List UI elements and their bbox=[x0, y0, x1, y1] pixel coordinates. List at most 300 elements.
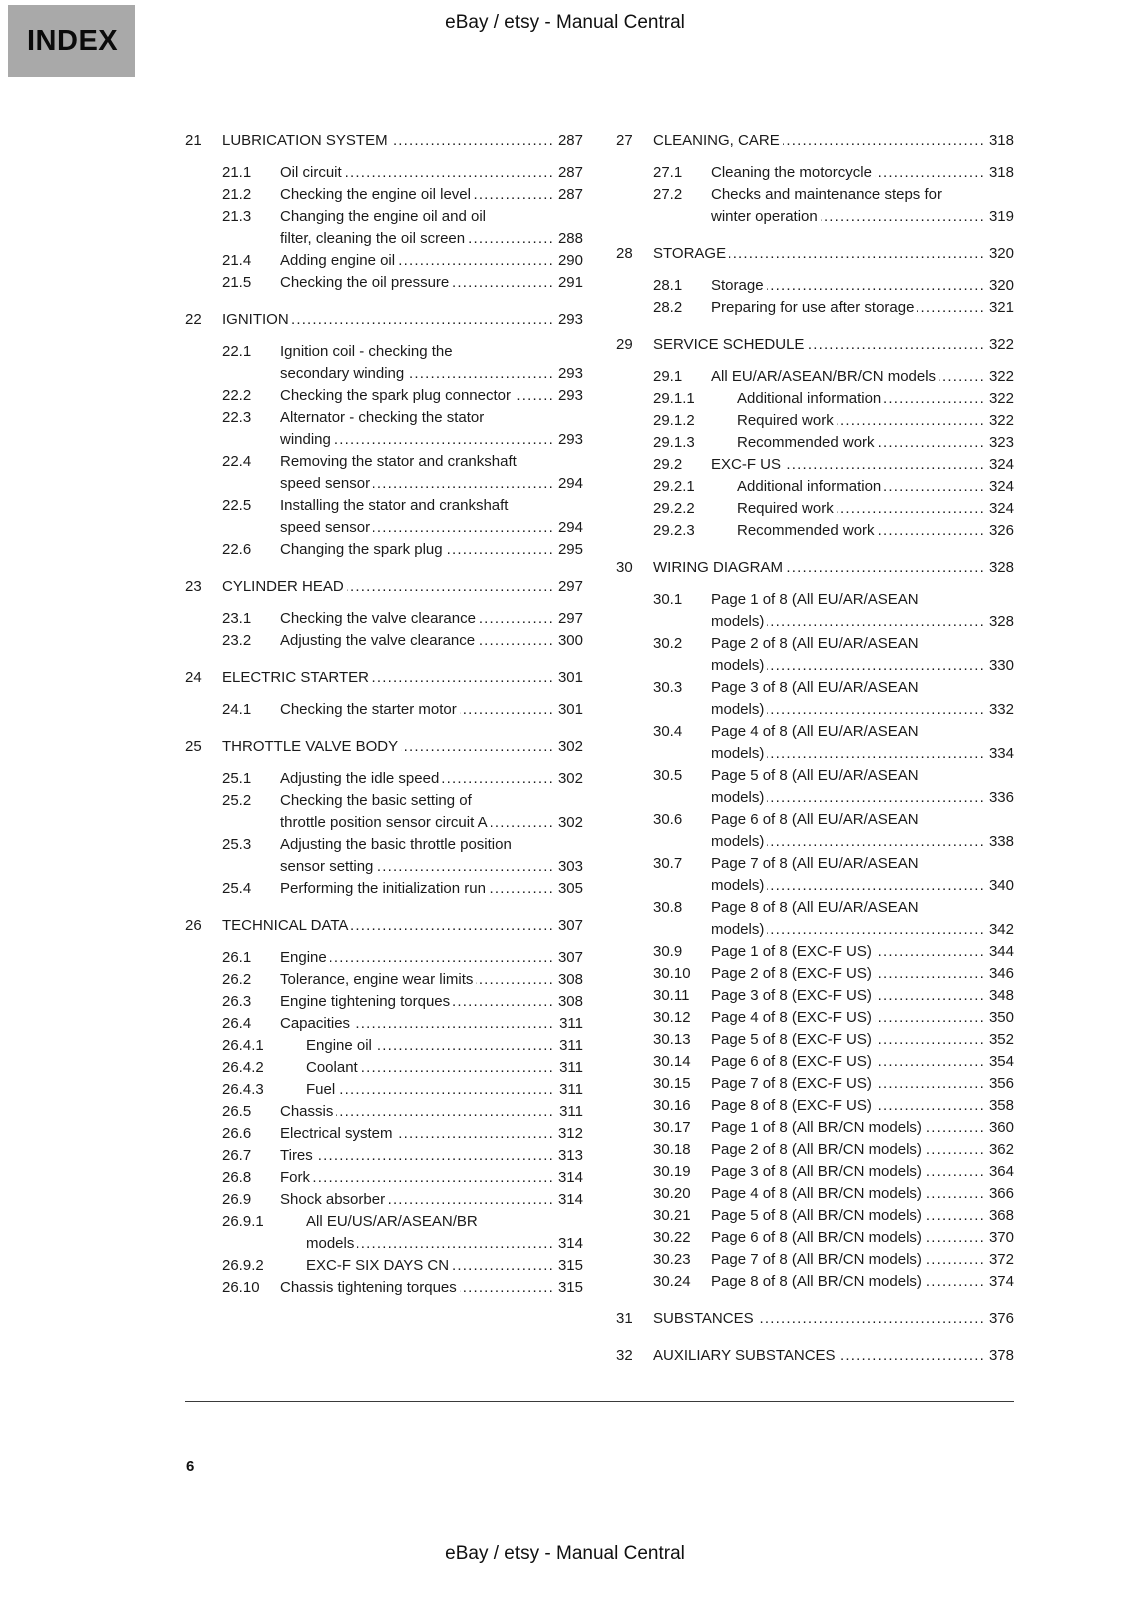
entry-title: LUBRICATION SYSTEM bbox=[222, 132, 391, 149]
toc-entry-row bbox=[653, 1029, 1014, 1051]
entry-number: 26.7 bbox=[222, 1147, 252, 1164]
toc-entries bbox=[222, 699, 583, 721]
watermark-bottom: eBay / etsy - Manual Central bbox=[445, 1543, 685, 1564]
entry-title-leader bbox=[711, 162, 985, 184]
entry-title-leader bbox=[280, 1123, 554, 1145]
toc-entry-row bbox=[653, 476, 1014, 498]
entry-number: 26.9.1 bbox=[222, 1213, 264, 1230]
entry-page-number: 326 bbox=[988, 522, 1014, 539]
entry-page-number: 370 bbox=[988, 1229, 1014, 1246]
entry-number: 21 bbox=[185, 132, 202, 149]
entry-number: 30.9 bbox=[653, 943, 683, 960]
toc-section bbox=[185, 576, 583, 652]
entry-page-number: 344 bbox=[988, 943, 1014, 960]
entry-title: Page 4 of 8 (All EU/AR/ASEAN models) bbox=[711, 723, 919, 762]
entry-page-number: 315 bbox=[557, 1279, 583, 1296]
entry-page-number: 303 bbox=[557, 858, 583, 875]
entry-title-leader bbox=[737, 432, 985, 454]
toc-entry-row bbox=[222, 699, 583, 721]
entry-number: 22.2 bbox=[222, 387, 252, 404]
entry-title: SERVICE SCHEDULE bbox=[653, 336, 807, 353]
entry-page-number: 315 bbox=[557, 1257, 583, 1274]
entry-number: 22.4 bbox=[222, 453, 252, 470]
entry-title-leader bbox=[280, 969, 554, 991]
toc-entry-row bbox=[222, 630, 583, 652]
toc-section bbox=[185, 309, 583, 561]
entry-number: 21.2 bbox=[222, 186, 252, 203]
toc-section bbox=[185, 667, 583, 721]
entry-number: 28 bbox=[616, 245, 633, 262]
entry-page-number: 293 bbox=[557, 365, 583, 382]
toc-entry-row bbox=[222, 1255, 583, 1277]
entry-page-number: 311 bbox=[559, 1015, 583, 1032]
toc-entry-row bbox=[222, 206, 583, 250]
entry-title-leader bbox=[280, 878, 554, 900]
toc-section bbox=[616, 557, 1014, 1293]
toc-chapter-row bbox=[185, 667, 583, 689]
entry-page-number: 300 bbox=[557, 632, 583, 649]
entry-page-number: 295 bbox=[557, 541, 583, 558]
entry-title-leader bbox=[280, 1189, 554, 1211]
entry-number: 25.3 bbox=[222, 836, 252, 853]
toc-entry-row bbox=[653, 162, 1014, 184]
entry-page-number: 302 bbox=[557, 738, 583, 755]
footer-divider bbox=[185, 1401, 1014, 1402]
toc-entry-row bbox=[653, 297, 1014, 319]
entry-page-number: 308 bbox=[557, 993, 583, 1010]
entry-number: 30.14 bbox=[653, 1053, 691, 1070]
entry-page-number: 322 bbox=[988, 412, 1014, 429]
entry-title-leader bbox=[653, 1345, 985, 1367]
entry-page-number: 378 bbox=[988, 1347, 1014, 1364]
toc-section bbox=[185, 915, 583, 1299]
entry-title: Alternator - checking the stator winding bbox=[280, 409, 485, 448]
entry-title: Required work bbox=[737, 500, 837, 517]
entry-title: Ignition coil - checking the secondary winding bbox=[280, 343, 453, 382]
entry-number: 30.8 bbox=[653, 899, 683, 916]
toc-entry-row bbox=[653, 432, 1014, 454]
entry-title: Engine bbox=[280, 949, 330, 966]
entry-title-leader bbox=[280, 699, 554, 721]
entry-page-number: 346 bbox=[988, 965, 1014, 982]
entry-title: Page 7 of 8 (EXC-F US) bbox=[711, 1075, 875, 1092]
entry-title-leader bbox=[737, 476, 985, 498]
entry-page-number: 322 bbox=[988, 336, 1014, 353]
toc-entries bbox=[222, 341, 583, 561]
entry-title-leader bbox=[222, 576, 554, 598]
toc-chapter-row bbox=[185, 130, 583, 152]
entry-page-number: 305 bbox=[557, 880, 583, 897]
entry-number: 25.1 bbox=[222, 770, 252, 787]
toc-chapter-row bbox=[616, 334, 1014, 356]
entry-title-leader bbox=[280, 790, 554, 834]
entry-title-leader bbox=[711, 1007, 985, 1029]
toc-entry-row bbox=[653, 721, 1014, 765]
toc-entry-row bbox=[222, 250, 583, 272]
entry-title-leader bbox=[711, 897, 985, 941]
toc-section bbox=[616, 1345, 1014, 1367]
toc-entry-row bbox=[653, 1095, 1014, 1117]
entry-title: Engine oil bbox=[306, 1037, 375, 1054]
entry-page-number: 301 bbox=[557, 669, 583, 686]
entry-title: Oil circuit bbox=[280, 164, 345, 181]
entry-title: WIRING DIAGRAM bbox=[653, 559, 786, 576]
entry-title-leader bbox=[280, 272, 554, 294]
entry-title-leader bbox=[711, 1073, 985, 1095]
entry-page-number: 314 bbox=[557, 1191, 583, 1208]
entry-page-number: 311 bbox=[559, 1081, 583, 1098]
entry-title-leader bbox=[280, 947, 554, 969]
entry-number: 21.3 bbox=[222, 208, 252, 225]
entry-page-number: 307 bbox=[557, 917, 583, 934]
toc-chapter-row bbox=[616, 130, 1014, 152]
entry-page-number: 376 bbox=[988, 1310, 1014, 1327]
entry-title: STORAGE bbox=[653, 245, 729, 262]
entry-title: Checking the basic setting of throttle position sensor circuit A bbox=[280, 792, 491, 831]
entry-title-leader bbox=[280, 608, 554, 630]
entry-title: Shock absorber bbox=[280, 1191, 388, 1208]
entry-page-number: 338 bbox=[988, 833, 1014, 850]
entry-title: Page 7 of 8 (All EU/AR/ASEAN models) bbox=[711, 855, 919, 894]
toc-section bbox=[185, 736, 583, 900]
toc-entry-row bbox=[653, 897, 1014, 941]
entry-number: 30.20 bbox=[653, 1185, 691, 1202]
entry-number: 30.12 bbox=[653, 1009, 691, 1026]
toc-entry-row bbox=[653, 498, 1014, 520]
entry-page-number: 312 bbox=[557, 1125, 583, 1142]
entry-title: Page 8 of 8 (All BR/CN models) bbox=[711, 1273, 925, 1290]
toc-entry-row bbox=[222, 272, 583, 294]
index-title: INDEX bbox=[27, 24, 119, 57]
entry-page-number: 290 bbox=[557, 252, 583, 269]
toc-entry-row bbox=[222, 385, 583, 407]
entry-title: Preparing for use after storage bbox=[711, 299, 917, 316]
entry-title: Page 3 of 8 (EXC-F US) bbox=[711, 987, 875, 1004]
entry-title: Adjusting the valve clearance bbox=[280, 632, 478, 649]
entry-title-leader bbox=[280, 1101, 554, 1123]
entry-title-leader bbox=[711, 941, 985, 963]
entry-title: Page 8 of 8 (EXC-F US) bbox=[711, 1097, 875, 1114]
toc-entry-row bbox=[222, 1145, 583, 1167]
entry-page-number: 356 bbox=[988, 1075, 1014, 1092]
entry-title-leader bbox=[222, 915, 554, 937]
toc-entry-row bbox=[653, 765, 1014, 809]
entry-number: 29.2 bbox=[653, 456, 683, 473]
entry-title-leader bbox=[711, 1205, 985, 1227]
entry-number: 22.1 bbox=[222, 343, 252, 360]
entry-page-number: 319 bbox=[988, 208, 1014, 225]
entry-page-number: 336 bbox=[988, 789, 1014, 806]
entry-number: 29.1 bbox=[653, 368, 683, 385]
entry-number: 30.21 bbox=[653, 1207, 691, 1224]
entry-title-leader bbox=[280, 1145, 554, 1167]
entry-number: 22.5 bbox=[222, 497, 252, 514]
entry-title-leader bbox=[711, 1161, 985, 1183]
entry-page-number: 288 bbox=[557, 230, 583, 247]
entry-page-number: 314 bbox=[557, 1235, 583, 1252]
toc-section bbox=[616, 334, 1014, 542]
toc-chapter-row bbox=[616, 557, 1014, 579]
entry-title-leader bbox=[306, 1035, 554, 1057]
entry-page-number: 287 bbox=[557, 164, 583, 181]
entry-page-number: 364 bbox=[988, 1163, 1014, 1180]
entry-title-leader bbox=[711, 275, 985, 297]
entry-title-leader bbox=[711, 1227, 985, 1249]
entry-title: Adding engine oil bbox=[280, 252, 398, 269]
entry-number: 30.2 bbox=[653, 635, 683, 652]
entry-number: 26.6 bbox=[222, 1125, 252, 1142]
toc-entry-row bbox=[222, 969, 583, 991]
entry-page-number: 293 bbox=[557, 431, 583, 448]
entry-number: 30.15 bbox=[653, 1075, 691, 1092]
entry-title-leader bbox=[711, 677, 985, 721]
entry-title: Page 3 of 8 (All BR/CN models) bbox=[711, 1163, 925, 1180]
entry-number: 30.24 bbox=[653, 1273, 691, 1290]
toc-entries bbox=[222, 947, 583, 1299]
entry-title-leader bbox=[711, 184, 985, 228]
toc-entry-row bbox=[653, 454, 1014, 476]
entry-title-leader bbox=[711, 589, 985, 633]
entry-page-number: 320 bbox=[988, 277, 1014, 294]
toc-entry-row bbox=[222, 1079, 583, 1101]
entry-title-leader bbox=[280, 206, 554, 250]
toc-entry-row bbox=[222, 184, 583, 206]
toc-entry-row bbox=[653, 963, 1014, 985]
entry-title-leader bbox=[711, 963, 985, 985]
table-of-contents bbox=[185, 130, 1015, 1382]
toc-entry-row bbox=[653, 1007, 1014, 1029]
entry-page-number: 302 bbox=[557, 770, 583, 787]
entry-title: THROTTLE VALVE BODY bbox=[222, 738, 401, 755]
entry-page-number: 348 bbox=[988, 987, 1014, 1004]
entry-number: 21.4 bbox=[222, 252, 252, 269]
toc-entry-row bbox=[653, 388, 1014, 410]
entry-title-leader bbox=[711, 1249, 985, 1271]
entry-number: 29.1.1 bbox=[653, 390, 695, 407]
entry-page-number: 291 bbox=[557, 274, 583, 291]
entry-title-leader bbox=[711, 985, 985, 1007]
entry-number: 30.4 bbox=[653, 723, 683, 740]
entry-number: 27 bbox=[616, 132, 633, 149]
toc-entry-row bbox=[653, 1249, 1014, 1271]
toc-entry-row bbox=[653, 633, 1014, 677]
toc-entry-row bbox=[222, 991, 583, 1013]
entry-title-leader bbox=[306, 1255, 554, 1277]
entry-title: All EU/AR/ASEAN/BR/CN models bbox=[711, 368, 939, 385]
entry-page-number: 294 bbox=[557, 475, 583, 492]
entry-number: 29.2.3 bbox=[653, 522, 695, 539]
entry-number: 26.4.2 bbox=[222, 1059, 264, 1076]
toc-entry-row bbox=[653, 410, 1014, 432]
toc-chapter-row bbox=[616, 1308, 1014, 1330]
entry-number: 29.2.1 bbox=[653, 478, 695, 495]
entry-title-leader bbox=[711, 809, 985, 853]
toc-chapter-row bbox=[185, 576, 583, 598]
entry-page-number: 293 bbox=[557, 311, 583, 328]
entry-page-number: 318 bbox=[988, 132, 1014, 149]
entry-page-number: 311 bbox=[559, 1037, 583, 1054]
entry-title: Cleaning the motorcycle bbox=[711, 164, 875, 181]
toc-entry-row bbox=[653, 809, 1014, 853]
entry-title-leader bbox=[737, 498, 985, 520]
entry-page-number: 318 bbox=[988, 164, 1014, 181]
entry-page-number: 321 bbox=[988, 299, 1014, 316]
entry-title: Page 5 of 8 (EXC-F US) bbox=[711, 1031, 875, 1048]
entry-number: 28.1 bbox=[653, 277, 683, 294]
entry-title: Chassis tightening torques bbox=[280, 1279, 460, 1296]
toc-entry-row bbox=[653, 520, 1014, 542]
entry-title: Checks and maintenance steps for winter operation bbox=[711, 186, 942, 225]
entry-title-leader bbox=[280, 1013, 554, 1035]
toc-entry-row bbox=[222, 768, 583, 790]
entry-title: Checking the starter motor bbox=[280, 701, 460, 718]
entry-title: CLEANING, CARE bbox=[653, 132, 783, 149]
toc-entry-row bbox=[653, 1183, 1014, 1205]
entry-page-number: 287 bbox=[557, 186, 583, 203]
entry-title: Electrical system bbox=[280, 1125, 396, 1142]
entry-title: Coolant bbox=[306, 1059, 361, 1076]
entry-title-leader bbox=[280, 1277, 554, 1299]
entry-title-leader bbox=[711, 1183, 985, 1205]
entry-title: Checking the oil pressure bbox=[280, 274, 452, 291]
entry-title: Page 5 of 8 (All BR/CN models) bbox=[711, 1207, 925, 1224]
entry-title-leader bbox=[280, 834, 554, 878]
entry-title-leader bbox=[280, 385, 554, 407]
toc-entry-row bbox=[653, 1117, 1014, 1139]
entry-title-leader bbox=[653, 243, 985, 265]
toc-chapter-row bbox=[185, 736, 583, 758]
entry-title-leader bbox=[711, 1095, 985, 1117]
toc-entry-row bbox=[653, 1051, 1014, 1073]
entry-page-number: 307 bbox=[557, 949, 583, 966]
entry-title: Adjusting the basic throttle position sensor setting bbox=[280, 836, 512, 875]
entry-page-number: 293 bbox=[557, 387, 583, 404]
toc-section bbox=[616, 243, 1014, 319]
entry-title-leader bbox=[306, 1079, 554, 1101]
entry-number: 26.2 bbox=[222, 971, 252, 988]
toc-entry-row bbox=[222, 407, 583, 451]
entry-title-leader bbox=[280, 451, 554, 495]
entry-title: Page 7 of 8 (All BR/CN models) bbox=[711, 1251, 925, 1268]
entry-page-number: 311 bbox=[559, 1103, 583, 1120]
entry-title: SUBSTANCES bbox=[653, 1310, 757, 1327]
entry-title: TECHNICAL DATA bbox=[222, 917, 351, 934]
entry-title: Page 8 of 8 (All EU/AR/ASEAN models) bbox=[711, 899, 919, 938]
entry-title-leader bbox=[280, 1167, 554, 1189]
entry-title: Page 1 of 8 (EXC-F US) bbox=[711, 943, 875, 960]
entry-number: 26.4.1 bbox=[222, 1037, 264, 1054]
entry-number: 24.1 bbox=[222, 701, 252, 718]
entry-title-leader bbox=[737, 388, 985, 410]
entry-number: 28.2 bbox=[653, 299, 683, 316]
page-number: 6 bbox=[186, 1458, 195, 1475]
toc-entries bbox=[653, 275, 1014, 319]
entry-title: Page 6 of 8 (EXC-F US) bbox=[711, 1053, 875, 1070]
entry-page-number: 322 bbox=[988, 368, 1014, 385]
entry-number: 26.5 bbox=[222, 1103, 252, 1120]
entry-page-number: 352 bbox=[988, 1031, 1014, 1048]
toc-entry-row bbox=[653, 1073, 1014, 1095]
entry-title: Removing the stator and crankshaft speed sensor bbox=[280, 453, 517, 492]
toc-entry-row bbox=[653, 589, 1014, 633]
entry-title: Capacities bbox=[280, 1015, 353, 1032]
toc-entry-row bbox=[653, 1271, 1014, 1293]
entry-title: ELECTRIC STARTER bbox=[222, 669, 372, 686]
entry-number: 30.13 bbox=[653, 1031, 691, 1048]
entry-number: 32 bbox=[616, 1347, 633, 1364]
entry-number: 30.3 bbox=[653, 679, 683, 696]
entry-page-number: 330 bbox=[988, 657, 1014, 674]
toc-chapter-row bbox=[185, 309, 583, 331]
entry-title-leader bbox=[711, 1051, 985, 1073]
entry-page-number: 358 bbox=[988, 1097, 1014, 1114]
entry-page-number: 322 bbox=[988, 390, 1014, 407]
entry-title-leader bbox=[737, 410, 985, 432]
entry-title-leader bbox=[711, 1117, 985, 1139]
toc-column bbox=[185, 130, 583, 1382]
entry-number: 30.19 bbox=[653, 1163, 691, 1180]
toc-entry-row bbox=[222, 451, 583, 495]
entry-title: CYLINDER HEAD bbox=[222, 578, 347, 595]
entry-title: Page 6 of 8 (All EU/AR/ASEAN models) bbox=[711, 811, 919, 850]
entry-page-number: 297 bbox=[557, 610, 583, 627]
entry-title-leader bbox=[306, 1057, 554, 1079]
entry-page-number: 320 bbox=[988, 245, 1014, 262]
toc-entry-row bbox=[222, 1101, 583, 1123]
toc-entry-row bbox=[653, 985, 1014, 1007]
entry-title-leader bbox=[711, 454, 985, 476]
toc-entries bbox=[653, 589, 1014, 1293]
toc-entry-row bbox=[653, 1227, 1014, 1249]
entry-number: 29 bbox=[616, 336, 633, 353]
entry-number: 30.11 bbox=[653, 987, 690, 1004]
entry-title-leader bbox=[280, 162, 554, 184]
entry-page-number: 313 bbox=[557, 1147, 583, 1164]
entry-page-number: 324 bbox=[988, 478, 1014, 495]
toc-entry-row bbox=[653, 1139, 1014, 1161]
entry-title: Checking the spark plug connector bbox=[280, 387, 514, 404]
entry-page-number: 368 bbox=[988, 1207, 1014, 1224]
entry-title: Required work bbox=[737, 412, 837, 429]
entry-title-leader bbox=[222, 309, 554, 331]
entry-number: 30.18 bbox=[653, 1141, 691, 1158]
entry-number: 21.1 bbox=[222, 164, 252, 181]
toc-entry-row bbox=[222, 539, 583, 561]
entry-title-leader bbox=[280, 495, 554, 539]
entry-title: Recommended work bbox=[737, 434, 878, 451]
entry-number: 23.2 bbox=[222, 632, 252, 649]
entry-page-number: 374 bbox=[988, 1273, 1014, 1290]
toc-entry-row bbox=[222, 1211, 583, 1255]
entry-title: Page 2 of 8 (EXC-F US) bbox=[711, 965, 875, 982]
toc-entry-row bbox=[222, 834, 583, 878]
entry-number: 26.9 bbox=[222, 1191, 252, 1208]
entry-page-number: 287 bbox=[557, 132, 583, 149]
entry-title: AUXILIARY SUBSTANCES bbox=[653, 1347, 839, 1364]
toc-entry-row bbox=[653, 1161, 1014, 1183]
entry-title: Checking the engine oil level bbox=[280, 186, 474, 203]
entry-number: 21.5 bbox=[222, 274, 252, 291]
entry-number: 22.3 bbox=[222, 409, 252, 426]
entry-page-number: 302 bbox=[557, 814, 583, 831]
entry-title-leader bbox=[280, 539, 554, 561]
entry-title: Page 5 of 8 (All EU/AR/ASEAN models) bbox=[711, 767, 919, 806]
entry-title: Engine tightening torques bbox=[280, 993, 453, 1010]
entry-page-number: 362 bbox=[988, 1141, 1014, 1158]
toc-section bbox=[616, 130, 1014, 228]
entry-title: Changing the spark plug bbox=[280, 541, 446, 558]
entry-title: EXC-F SIX DAYS CN bbox=[306, 1257, 452, 1274]
